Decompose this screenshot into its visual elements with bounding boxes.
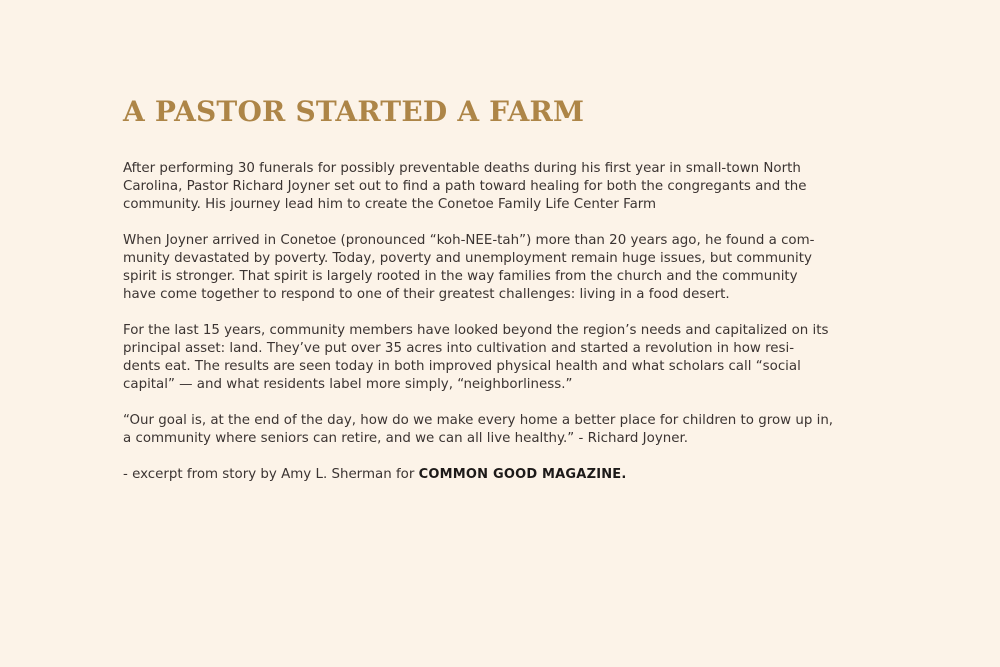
article (123, 96, 883, 484)
paragraph-farm: For the last 15 years, community members have looked beyond the region’s needs and capitalized on its principal asset: land. They’ve put over 35 acres into cultivation and started a revolution in how resi- dents eat. The results are seen today in both improved physical health and what scholars call “social capital” — and what residents label more simply, “neighborliness.” (123, 323, 829, 392)
credit-prefix: - excerpt from story by Amy L. Sherman for (123, 467, 419, 482)
credit-line (123, 466, 883, 484)
paragraph-background: When Joyner arrived in Conetoe (pronounced “koh-NEE-tah”) more than 20 years ago, he found a com- munity devastated by poverty. Today, poverty and unemployment remain huge issues, but community spirit is stronger. That spirit is largely rooted in the way families from the church and the community have come together to respond to one of their greatest challenges: living in a food desert. (123, 233, 815, 302)
paragraph-quote: “Our goal is, at the end of the day, how do we make every home a better place for children to grow up in, a community where seniors can retire, and we can all live healthy.” - Richard Joyner. (123, 413, 834, 446)
article-body (123, 160, 883, 484)
publication-name: COMMON GOOD MAGAZINE. (418, 467, 627, 482)
headline: A PASTOR STARTED A FARM (123, 95, 585, 128)
paragraph-intro: After performing 30 funerals for possibly preventable deaths during his first year in small-town North Carolina, Pastor Richard Joyner set out to find a path toward healing for both the congregants and the community. His journey lead him to create the Conetoe Family Life Center Farm (123, 161, 807, 212)
